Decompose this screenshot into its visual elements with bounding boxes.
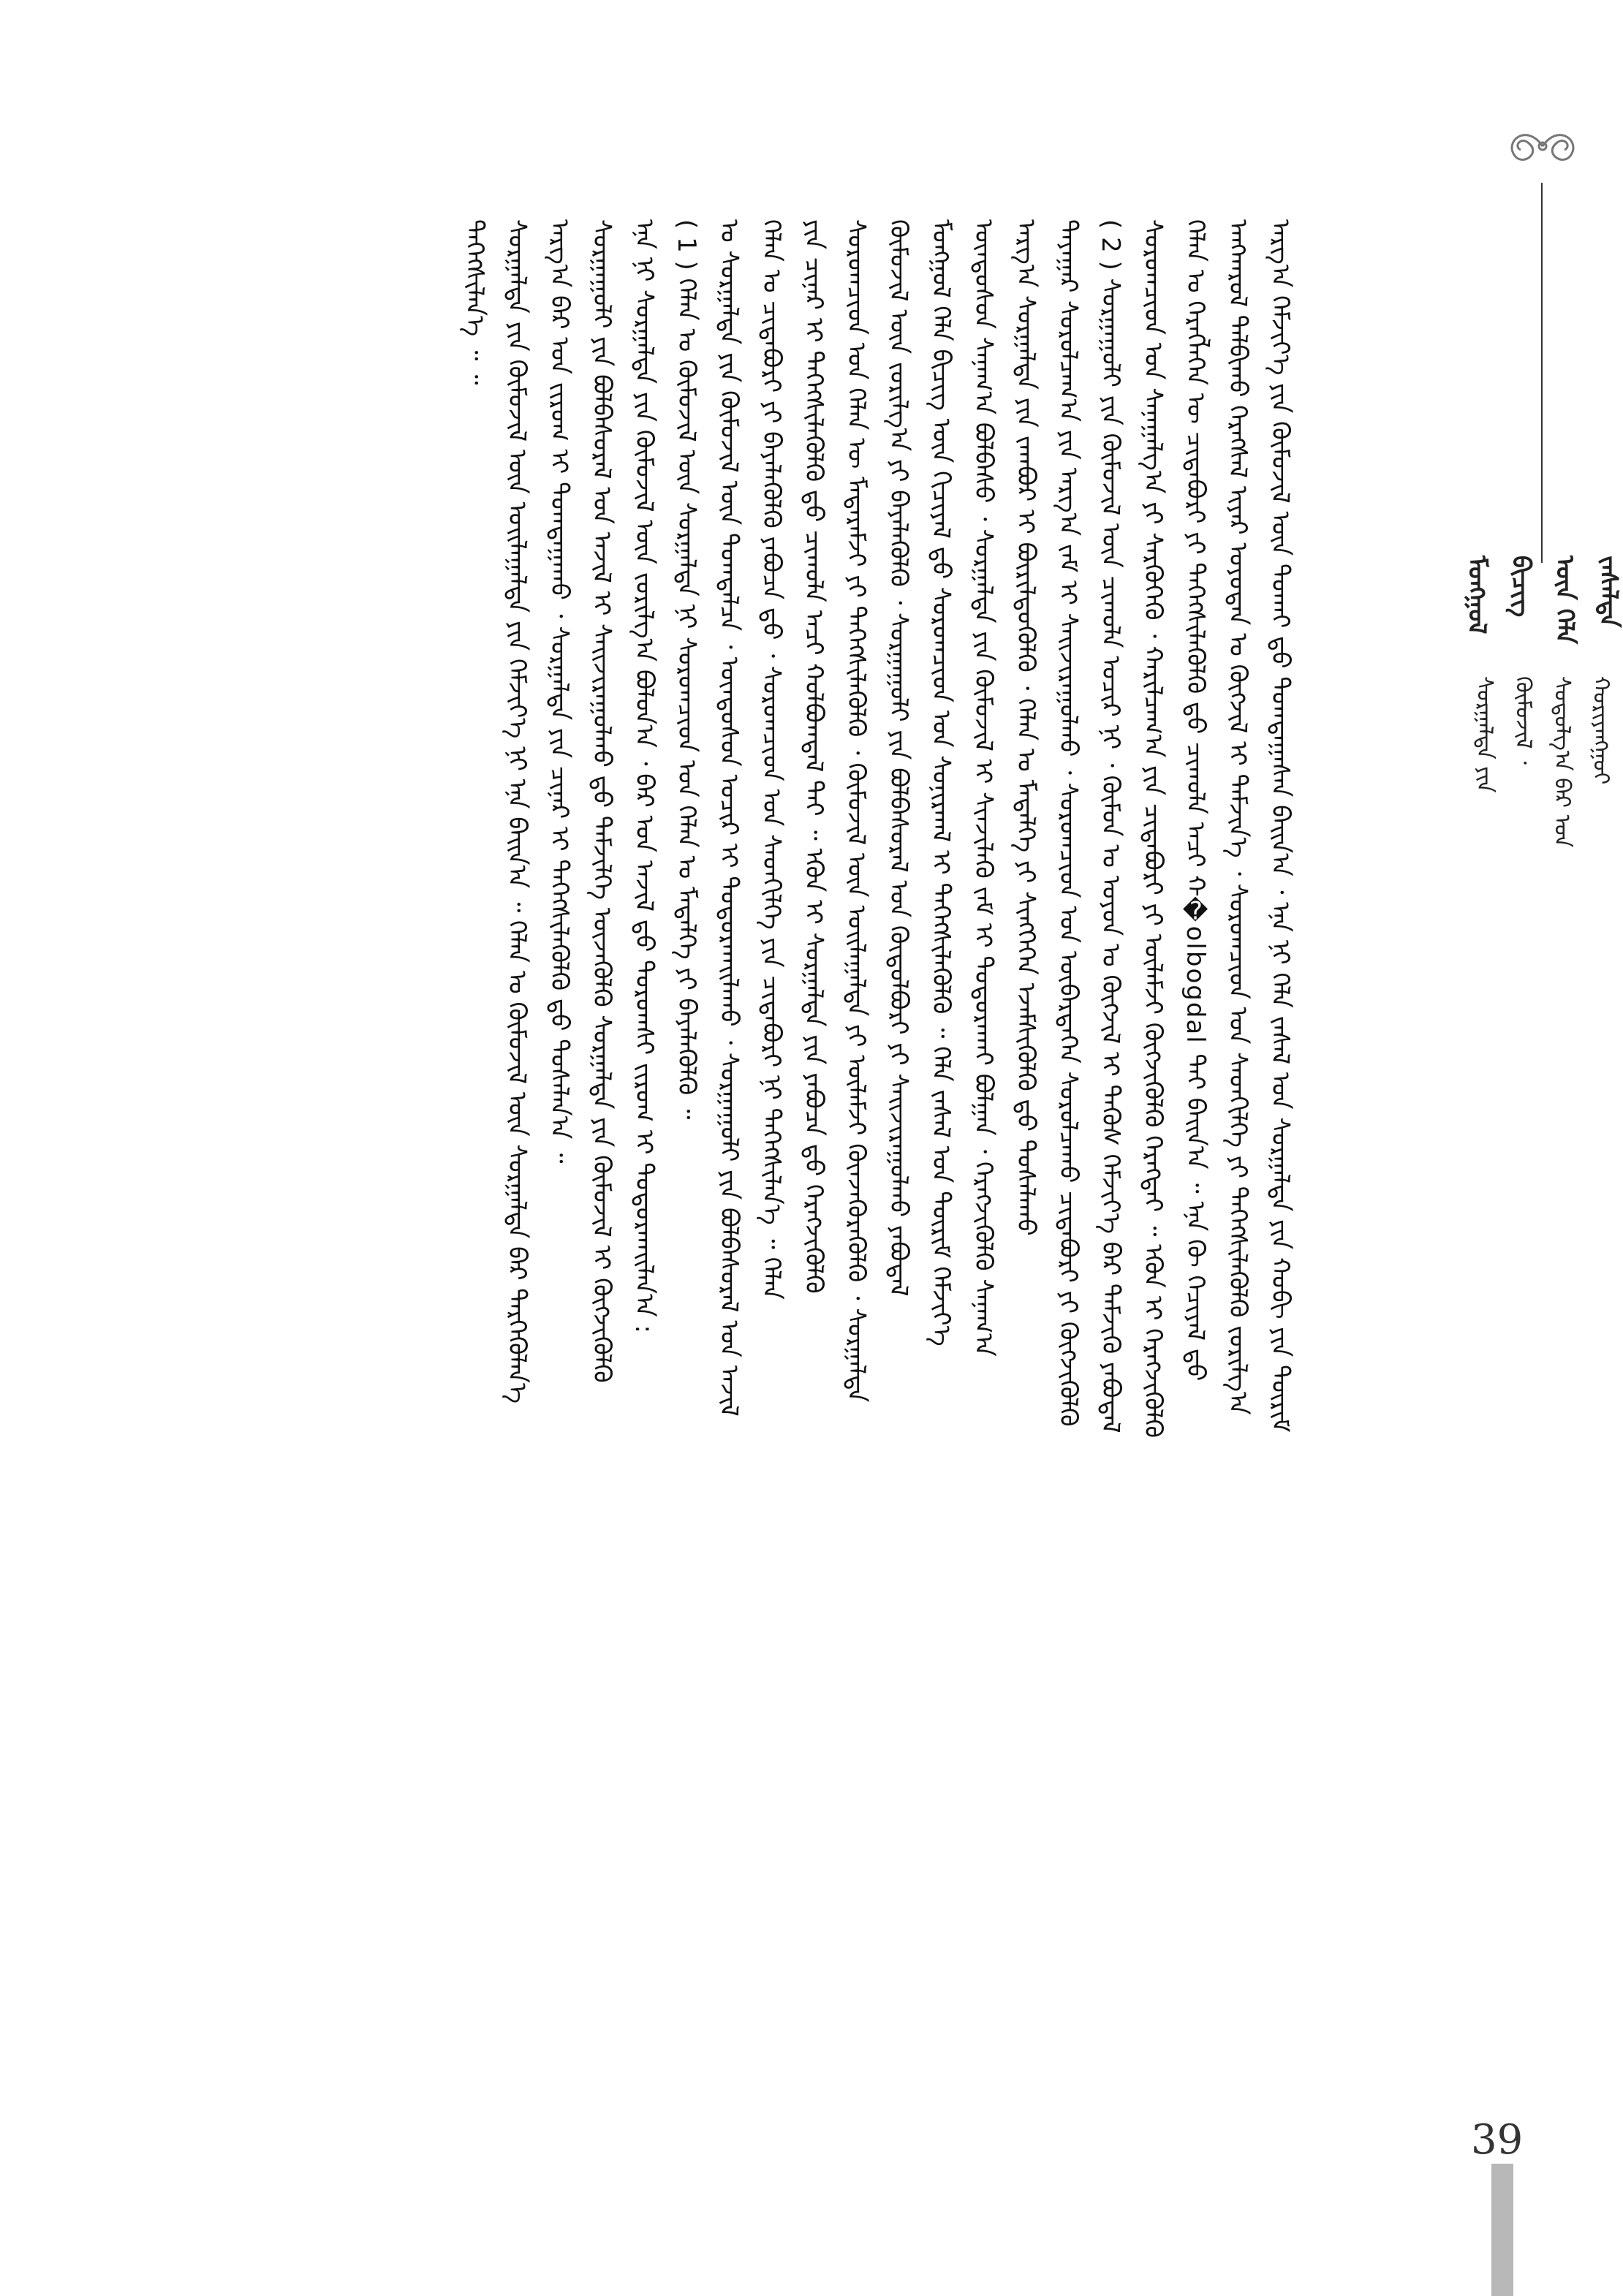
side-tab <box>1491 2164 1513 2296</box>
text-column: ᠬᠦᠮᠦᠵᠢᠯ ᠦᠨ ᠵᠣᠷᠢᠯᠭ᠎ᠠ ᠶᠢ ᠪᠡᠶᠡᠯᠡᠭᠦᠯᠬᠦ ᠂ ᠰᠤᠷᠭᠠᠭᠤᠯᠢ ᠶᠢᠨ ᠪᠣᠯᠪᠠᠰᠤᠷᠠᠯ ᠤᠨ ᠬᠥᠲᠥᠯᠪᠦᠷᠢ ᠶᠢ ᠰᠠᠢᠵᠢᠷᠠᠭᠤᠯᠬᠤ ᠶᠠᠪᠤᠳᠠᠯ <box>884 219 913 1297</box>
text-column: ᠰᠤᠷᠤᠭᠴᠢᠳ ᠤᠨ ᠰᠠᠨᠠᠭᠠᠯᠭ᠎ᠠ ᠶᠢ ᠰᠡᠷᠭᠦᠭᠡᠬᠦ ᠂ ᠬᠠᠷᠢᠯᠴᠠᠭ᠎ᠠ ᠶᠢᠨ ᠴᠢᠳᠠᠪᠤᠷᠢ ᠶᠢ ᠦᠯᠡᠮᠵᠢ ᠬᠥᠭᠵᠢᠭᠦᠯᠬᠦ ᠬᠡᠷᠡᠭᠲᠡᠢ ᠃ ᠡᠭᠦᠨ ᠢ ᠬᠡᠷᠡᠭᠵᠢᠭᠦᠯᠬᠦ <box>1138 219 1168 1439</box>
text-column: ᠡᠨᠡ ᠨᠢ ᠰᠤᠷᠭᠠᠯᠲᠠ ᠶᠢᠨ ᠬᠦᠮᠦᠵᠢᠯ ᠦᠨ ᠵᠣᠷᠢᠯᠭ᠎ᠠ ᠪᠣᠯᠤᠨ᠎ᠠ ᠂ ᠪᠠᠷ ᠤᠨ ᠠᠵᠢᠯ ᠳ᠋ᠤ ᠳᠣᠷᠤᠭᠰᠢ ᠵᠢᠷᠤᠭ ᠢ ᠲᠣᠳᠣᠷᠬᠠᠢᠯᠠᠨ᠎ᠠ : <box>629 219 659 1334</box>
text-column: ᠶᠢᠨ ᠴᠢᠨᠠᠷ ᠢ ᠳᠡᠭᠡᠭᠰᠢᠯᠡᠭᠦᠯᠬᠦ ᠳ᠋ᠤ ᠴᠢᠬᠤᠯᠠ ᠠᠴᠢ ᠬᠣᠯᠪᠣᠭᠳᠠᠯ ᠲᠠᠢ ᠃ ᠡᠭᠦᠨ ᠢ ᠰᠤᠷᠭᠠᠯᠲᠠ ᠶᠢᠨ ᠶᠠᠪᠤᠴᠠ ᠳ᠋ᠤ ᠬᠡᠷᠡᠭᠵᠢᠭᠦᠯᠬᠦ <box>799 219 828 1294</box>
running-header-subtitle: ᠰᠤᠷᠭᠠᠯᠲᠠ ᠶᠢᠨ ᠬᠦᠮᠦᠵᠢᠯ ᠂ ᠰᠤᠳᠤᠯᠭ᠎ᠠ ᠪᠠᠷ ᠤᠨ ᠬᠤᠷᠢᠶᠠᠩᠭᠤᠢ <box>1472 676 1613 848</box>
ornament-icon <box>1491 110 1594 183</box>
text-column: ᠬᠡᠯᠡᠨ ᠤ ᠴᠢᠳᠠᠪᠤᠷᠢ ᠶᠢ ᠪᠡᠶᠡᠯᠡᠭᠦᠯᠬᠦ ᠶᠠᠪᠤᠴᠠ ᠳ᠋ᠤ ᠂ ᠰᠤᠷᠤᠭᠴᠢᠳ ᠤᠨ ᠰᠡᠳᠬᠢᠯᠭᠡ ᠶᠢᠨ ᠴᠢᠳᠠᠪᠤᠷᠢ ᠨᠢ ᠳᠡᠭᠡᠭᠰᠢᠯᠡᠨ᠎ᠡ ᠃ ᠬᠡᠯᠡᠨ <box>757 219 786 1300</box>
text-column: ᠠᠩᠬᠠᠷᠤᠯ ᠲᠠᠯᠪᠢᠬᠤ ᠬᠡᠷᠡᠭᠰᠡᠯ ᠢᠶᠡᠷ ᠣᠶᠤᠲᠠᠨ ᠤ ᠬᠥᠭᠵᠢᠯ ᠢ ᠳᠡᠮᠵᠢᠨ᠎ᠡ ᠂ ᠰᠤᠷᠤᠭᠴᠢᠳ ᠤᠨ ᠰᠡᠳᠬᠢᠯᠭᠡ ᠶᠢ ᠳᠡᠭᠡᠭᠰᠢᠯᠡᠭᠦᠯᠬᠦ ᠵᠣᠷᠢᠯᠭ᠎ᠠ <box>1223 219 1252 1415</box>
text-columns <box>183 219 1301 1762</box>
running-header-title: ᠮᠣᠩᠭᠣᠯ ᠪᠢᠴᠢᠭ᠌ ᠦᠨ ᠬᠡᠯᠡ ᠵᠠᠰᠠᠯᠲᠠ <box>1462 556 1623 645</box>
text-column: ᠠᠷᠭ᠎ᠠ ᠰᠤᠷᠭᠠᠯᠲᠠ ᠶᠢᠨ ᠵᠠᠭᠪᠤᠷ ᠢ ᠪᠦᠷᠢᠯᠳᠦᠭᠦᠯᠬᠦ ᠂ ᠬᠡᠯᠡᠨ ᠤ ᠮᠡᠳᠡᠯᠭᠡ ᠶᠢ ᠰᠢᠩᠭᠡᠭᠡᠨ ᠡᠵᠡᠮᠰᠢᠭᠦᠯᠬᠦ ᠳ᠋ᠤ ᠲᠤᠰᠠᠯᠠᠬᠤ <box>1011 219 1040 1236</box>
text-column: ᠰᠤᠷᠤᠭᠴᠢᠳ ᠤᠨ ᠬᠡᠯᠡᠨ ᠦ ᠮᠡᠳᠡᠷᠡᠮᠵᠢ ᠶᠢ ᠳᠡᠭᠡᠭᠰᠢᠯᠡᠭᠦᠯᠬᠦ ᠂ ᠬᠦᠮᠦᠵᠢᠯ ᠦᠨ ᠣᠢᠯᠠᠭᠠᠯᠲᠠ ᠶᠢ ᠦᠯᠡᠮᠵᠢ ᠭᠦᠨᠵᠡᠭᠦᠷᠡᠭᠦᠯᠬᠦ ᠂ ᠰᠤᠷᠭᠠᠯᠲᠠ <box>841 219 871 1403</box>
text-column: ( 2 ) ᠰᠤᠷᠭᠠᠭᠤᠯᠢ ᠶᠢᠨ ᠬᠦᠮᠦᠵᠢᠯ ᠦᠨ ᠴᠢᠬᠤᠯᠠ ᠤᠴᠢᠷ ᠨᠢ ᠂ ᠬᠦᠮᠦᠨ ᠤ ᠣᠶᠤᠨ ᠤ ᠬᠥᠭᠵᠢᠯ ᠢ ᠲᠡᠭᠦᠰ ᠬᠡᠮᠵᠢᠶ᠎ᠡ ᠪᠡᠷ ᠳᠡᠮᠵᠢᠬᠦ ᠶᠠᠪᠤᠳᠠᠯ <box>1096 219 1125 1433</box>
text-column: ᠠᠷᠭ᠎ᠠ ᠪᠠᠷ ᠤᠨ ᠵᠢᠷᠤᠭ ᠢ ᠲᠣᠭᠲᠠᠭᠠᠬᠤ ᠂ ᠰᠤᠷᠭᠠᠯᠲᠠ ᠶᠢᠨ ᠴᠢᠨᠠᠷ ᠢ ᠳᠡᠭᠡᠭᠰᠢᠯᠡᠭᠦᠯᠬᠦ ᠳ᠋ᠤ ᠲᠤᠰᠠᠯᠠᠨ᠎ᠠ ᠃ <box>545 219 574 1164</box>
text-column: ᠠᠷᠭ᠎ᠠ ᠬᠡᠮᠵᠢᠶ᠎ᠡ ᠶᠢᠨ ᠬᠦᠮᠦᠵᠢᠯ ᠦᠨ ᠲᠤᠬᠠᠢ ᠳ᠋ᠤ ᠲᠣᠭᠲᠠᠭᠠᠰᠠᠨ ᠪᠠᠢᠨ᠎ᠠ ᠂ ᠡᠨᠡ ᠨᠢ ᠬᠡᠯᠡ ᠵᠠᠰᠠᠯ ᠤᠨ ᠰᠤᠷᠭᠠᠯᠲᠠ ᠶᠢᠨ ᠬᠤᠪᠢ ᠶᠢᠨ ᠳᠦᠷᠢᠮ <box>1266 219 1295 1433</box>
running-header <box>1462 556 1623 848</box>
header-rule <box>1541 183 1543 563</box>
text-column: ᠬᠡᠯᠡᠨ ᠤ ᠬᠡᠷᠡᠭᠯᠡᠭᠡᠨ ᠦ ᠴᠢᠳᠠᠪᠤᠷᠢ ᠶᠢ ᠳᠡᠭᠡᠭᠰᠢᠯᠡᠭᠦᠯᠬᠦ ᠳ᠋ᠤ ᠴᠢᠬᠤᠯᠠ ᠠᠴᠢ ᠬ�olbogdal ᠲᠠᠢ ᠪᠠᠢᠨ᠎ᠠ ᠃ ᠡᠨᠡ ᠬᠦ ᠬᠡᠴᠢᠶᠡᠯ ᠳ᠋ᠤ <box>1181 219 1210 1382</box>
page-number: 39 <box>1471 2116 1524 2164</box>
text-column: ᠰᠤᠷᠭᠠᠯᠲᠠ ᠶᠢᠨ ᠬᠦᠮᠦᠵᠢᠯ ᠦᠨ ᠣᠢᠯᠠᠭᠠᠯᠲᠠ ᠶᠢᠨ ᠬᠡᠮᠵᠢᠶ᠎ᠡ ᠨᠢ ᠡᠨᠡ ᠪᠠᠢᠨ᠎ᠠ ᠃ ᠬᠡᠯᠡᠨ ᠤ ᠬᠦᠮᠦᠵᠢᠯ ᠦᠨ ᠰᠤᠷᠭᠠᠯᠲᠠ ᠪᠡᠷ ᠲᠡᠷᠭᠡᠭᠦᠯᠡᠨ᠎ᠡ <box>502 219 531 1403</box>
text-column: ᠦᠨᠳᠦᠰᠦᠨ ᠰᠠᠨᠠᠭ᠎ᠠ ᠪᠣᠯᠪᠠᠰᠤ ᠂ ᠰᠤᠷᠭᠠᠯᠲᠠ ᠶᠢᠨ ᠬᠦᠮᠦᠵᠢᠯ ᠢ ᠰᠢᠨᠵᠢᠯᠡᠬᠦ ᠵᠠᠮ ᠢ ᠲᠣᠳᠣᠷᠠᠬᠠᠢ ᠪᠣᠯᠭᠠᠨ ᠂ ᠬᠡᠷᠡᠭᠵᠢᠭᠦᠯᠬᠦ ᠰᠠᠨᠠᠭ᠎ᠠ <box>969 219 998 1357</box>
text-column: ( 1 ) ᠬᠡᠯᠡᠨ ᠤ ᠬᠦᠮᠦᠵᠢᠯ ᠦᠨ ᠰᠤᠷᠭᠠᠯᠲᠠ ᠨᠢ ᠰᠤᠷᠤᠭᠴᠢᠳ ᠤᠨ ᠬᠡᠯᠡᠨ ᠤ ᠮᠡᠳᠡᠯᠭᠡ ᠶᠢ ᠪᠡᠶᠡᠯᠡᠭᠦᠯᠬᠦ ᠃ <box>672 219 701 1120</box>
text-column: ᠰᠤᠷᠭᠠᠭᠤᠯᠢ ᠶᠢᠨ ᠪᠣᠯᠪᠠᠰᠤᠷᠠᠯ ᠤᠨ ᠠᠵᠢᠯ ᠢ ᠰᠠᠢᠵᠢᠷᠠᠭᠤᠯᠬᠤ ᠳ᠋ᠤ ᠳᠡᠮᠵᠢᠯᠭᠡ ᠦᠵᠡᠭᠦᠯᠬᠦ ᠰᠤᠷᠭᠠᠯᠲᠠ ᠶᠢᠨ ᠬᠦᠮᠦᠵᠢᠯ ᠢ ᠬᠥᠭᠵᠢᠭᠦᠯᠬᠦ <box>587 219 616 1383</box>
text-column: ᠮᠣᠩᠭᠣᠯ ᠬᠡᠯᠡ ᠪᠢᠴᠢᠭ ᠦᠨ ᠬᠢᠴᠢᠶᠡᠯ ᠳ᠋ᠤ ᠰᠤᠷᠤᠭᠴᠢᠳ ᠤᠨ ᠰᠤᠨᠢᠷᠬᠠᠯ ᠢ ᠳᠡᠭᠡᠭᠰᠢᠯᠡᠭᠦᠯᠬᠦ ᠃ ᠬᠡᠯᠡ ᠵᠠᠰᠠᠯ ᠤᠨ ᠳᠦᠷᠢᠮ ᠬᠡᠮᠵᠢᠶ᠎ᠡ <box>926 219 956 1346</box>
text-column: ᠳᠡᠭᠡᠭᠰᠢᠯᠡᠨ᠎ᠡ ᠃ ᠃ <box>460 219 489 385</box>
text-column: ᠳᠠᠶᠠᠭᠠᠷ ᠰᠤᠷᠤᠯᠴᠠᠭ᠎ᠠ ᠶᠢᠨ ᠠᠷᠭ᠎ᠠ ᠵᠠᠮ ᠢ ᠰᠠᠢᠵᠢᠷᠠᠭᠤᠯᠬᠤ ᠂ ᠰᠤᠷᠤᠭᠴᠢᠳ ᠤᠨ ᠥᠪᠡᠷᠲᠡᠭᠡᠨ ᠰᠤᠷᠤᠯᠴᠠᠬᠤ ᠴᠢᠳᠠᠪᠤᠷᠢ ᠶᠢ ᠬᠥᠭᠵᠢᠭᠦᠯᠬᠦ <box>1053 219 1083 1427</box>
text-column: ᠤ ᠰᠤᠷᠭᠠᠯᠲᠠ ᠶᠢᠨ ᠬᠦᠮᠦᠵᠢᠯ ᠦᠨ ᠲᠣᠭᠲᠠᠯᠴᠠ ᠂ ᠦᠨᠳᠦᠰᠦᠨ ᠤᠴᠢᠷ ᠢ ᠲᠣᠳᠣᠷᠬᠠᠢᠯᠠᠬᠤ ᠂ ᠰᠤᠷᠭᠠᠭᠤᠯᠢ ᠶᠢᠨ ᠪᠣᠯᠪᠠᠰᠤᠷᠠᠯ ᠤᠨ ᠠᠵᠢᠯ <box>714 219 744 1417</box>
